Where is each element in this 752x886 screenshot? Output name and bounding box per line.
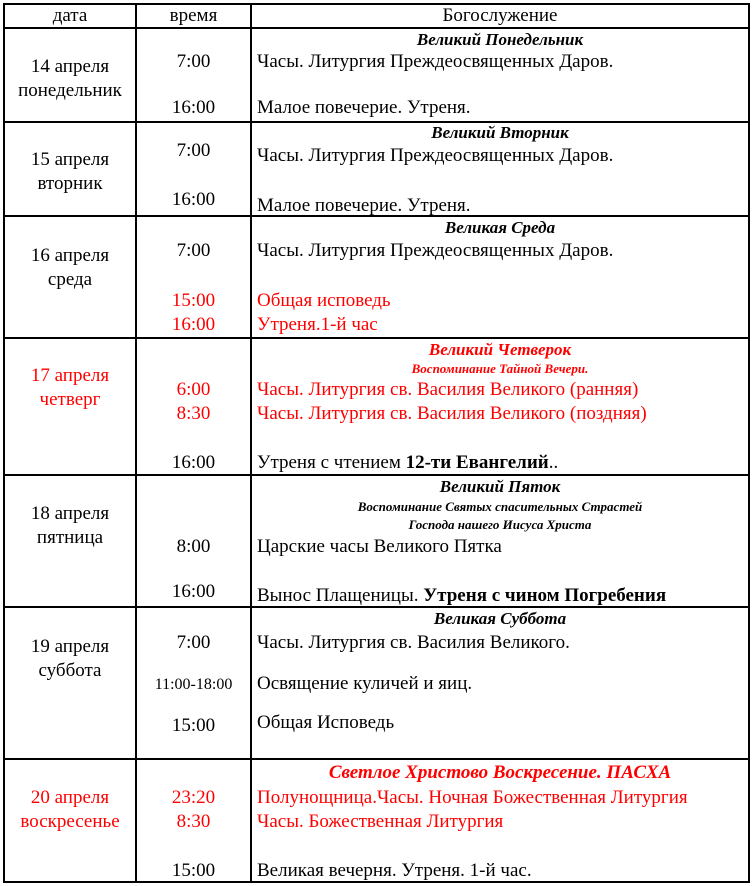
day-title: Великая Среда — [444, 218, 556, 237]
day-date: 18 апреля — [30, 503, 110, 524]
service-text — [257, 585, 666, 607]
day-weekday: пятница — [36, 527, 104, 548]
service-time: 6:00 — [176, 379, 211, 400]
day-date: 14 апреля — [30, 56, 110, 77]
service-text-bold: Утреня с чином Погребения — [423, 585, 667, 606]
service-time: 23:20 — [171, 787, 216, 808]
service-time: 16:00 — [171, 581, 216, 602]
service-text: Малое повечерие. Утреня. — [257, 97, 471, 118]
column-header-time: время — [169, 5, 218, 26]
service-time: 15:00 — [171, 290, 216, 311]
service-text — [257, 452, 558, 474]
service-text: Часы. Литургия Преждеосвященных Даров. — [257, 51, 614, 72]
table-border-col1 — [135, 3, 137, 883]
day-date: 19 апреля — [30, 636, 110, 657]
service-time: 15:00 — [171, 715, 216, 736]
service-text: Утреня.1-й час — [257, 314, 378, 335]
table-border-left — [3, 3, 5, 883]
column-header-service: Богослужение — [442, 5, 558, 26]
service-text: Часы. Литургия св. Василия Великого (поздняя) — [257, 403, 647, 424]
day-subtitle: Господа нашего Иисуса Христа — [408, 517, 592, 532]
day-weekday: вторник — [37, 173, 103, 194]
service-text-part: .. — [548, 452, 559, 473]
service-text-bold: 12-ти Евангелий — [405, 452, 549, 473]
day-date: 16 апреля — [30, 245, 110, 266]
service-text: Часы. Литургия Преждеосвященных Даров. — [257, 240, 614, 261]
day-weekday: понедельник — [18, 80, 122, 101]
day-weekday: суббота — [38, 660, 102, 681]
service-text-part: Утреня с чтением — [257, 452, 406, 473]
day-date: 20 апреля — [30, 787, 110, 808]
service-text-part: Вынос Плащеницы. — [257, 585, 424, 606]
service-text: Общая Исповедь — [257, 712, 395, 733]
service-text: Часы. Литургия св. Василия Великого. — [257, 632, 570, 653]
service-text: Полунощница.Часы. Ночная Божественная Литургия — [257, 787, 688, 808]
service-text: Освящение куличей и яиц. — [257, 673, 473, 694]
service-time: 8:30 — [176, 811, 211, 832]
service-time: 15:00 — [171, 860, 216, 881]
day-weekday: четверг — [39, 389, 101, 410]
day-subtitle: Воспоминание Тайной Вечери. — [411, 361, 589, 376]
row-divider — [3, 758, 749, 760]
day-title: Великая Суббота — [433, 609, 567, 628]
service-time: 16:00 — [171, 97, 216, 118]
day-date: 17 апреля — [30, 365, 110, 386]
service-text: Часы. Литургия Преждеосвященных Даров. — [257, 145, 614, 166]
day-subtitle: Воспоминание Святых спасительных Страстей — [357, 499, 643, 514]
service-text: Царские часы Великого Пятка — [257, 536, 502, 557]
service-time: 16:00 — [171, 452, 216, 473]
day-title: Великий Пяток — [439, 477, 561, 496]
table-border-right — [748, 3, 750, 883]
day-weekday: воскресенье — [20, 811, 120, 832]
service-time: 16:00 — [171, 189, 216, 210]
day-title: Великий Вторник — [431, 123, 569, 142]
day-date: 15 апреля — [30, 149, 110, 170]
service-time: 7:00 — [176, 51, 211, 72]
service-time: 8:00 — [176, 536, 211, 557]
service-text: Часы. Литургия св. Василия Великого (ранняя) — [257, 379, 639, 400]
service-text: Великая вечерня. Утреня. 1-й час. — [257, 860, 532, 881]
service-time: 16:00 — [171, 314, 216, 335]
service-time: 7:00 — [176, 632, 211, 653]
column-header-date: дата — [52, 5, 88, 26]
day-title: Светлое Христово Воскресение. ПАСХА — [328, 762, 672, 783]
service-time: 8:30 — [176, 403, 211, 424]
service-time: 7:00 — [176, 140, 211, 161]
day-weekday: среда — [47, 269, 93, 290]
service-text: Часы. Божественная Литургия — [257, 811, 504, 832]
service-time: 7:00 — [176, 240, 211, 261]
day-title: Великий Четверок — [428, 340, 572, 359]
service-time: 11:00-18:00 — [154, 676, 233, 693]
day-title: Великий Понедельник — [416, 30, 584, 49]
service-text: Общая исповедь — [257, 290, 391, 311]
service-text: Малое повечерие. Утреня. — [257, 195, 471, 216]
